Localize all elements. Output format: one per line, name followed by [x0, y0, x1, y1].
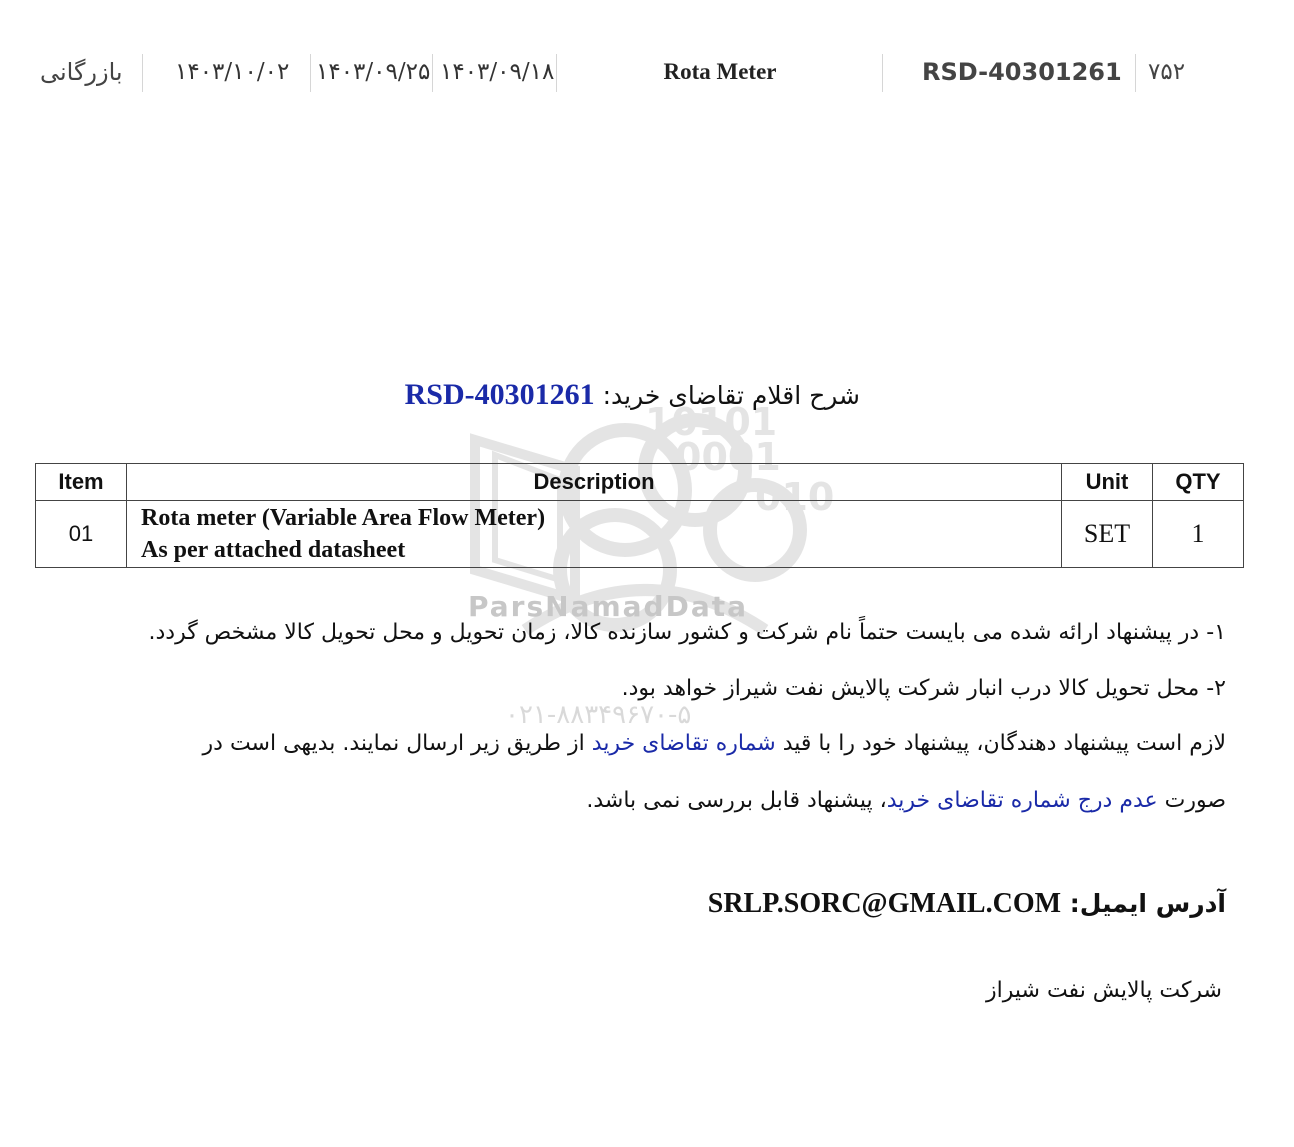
title-request-code: RSD-40301261: [404, 378, 595, 411]
header-row: [0, 52, 1294, 92]
title-label: شرح اقلام تقاضای خرید:: [602, 381, 860, 410]
header-category: بازرگانی: [40, 58, 123, 86]
header-request-code: RSD-40301261: [922, 58, 1122, 86]
note-text: از طریق زیر ارسال نمایند. بدیهی است در: [202, 731, 592, 756]
note-text: صورت: [1157, 788, 1226, 813]
header-item-name: Rota Meter: [663, 59, 777, 84]
note-text: لازم است پیشنهاد دهندگان، پیشنهاد خود را با قید: [775, 731, 1226, 756]
description-line-1: Rota meter (Variable Area Flow Meter): [141, 505, 546, 531]
cell-qty: 1: [1153, 501, 1244, 568]
description-line-2: As per attached datasheet: [141, 537, 406, 563]
cell-item: 01: [36, 501, 127, 568]
note-text: ، پیشنهاد قابل بررسی نمی باشد.: [586, 788, 887, 813]
note-highlight: عدم درج شماره تقاضای خرید: [886, 788, 1158, 813]
column-header-item: Item: [36, 464, 127, 501]
note-highlight: شماره تقاضای خرید: [591, 731, 776, 756]
note-1: ۱- در پیشنهاد ارائه شده می بایست حتماً نام شرکت و کشور سازنده کالا، زمان تحویل و محل تحویل کالا مشخص گردد.: [148, 620, 1226, 645]
table-header-row: [36, 464, 1244, 501]
email-label: آدرس ایمیل:: [1069, 889, 1226, 918]
svg-text:10101: 10101: [645, 400, 778, 444]
header-date-1: ۱۴۰۳/۰۹/۱۸: [440, 59, 555, 85]
header-separator: [882, 54, 883, 92]
watermark-phone: ۰۲۱-۸۸۳۴۹۶۷۰-۵: [505, 700, 692, 730]
column-header-qty: QTY: [1153, 464, 1244, 501]
note-paragraph-line-2: [586, 788, 1226, 813]
section-title: [300, 378, 860, 412]
email-row: [708, 888, 1226, 920]
company-name: شرکت پالایش نفت شیراز: [986, 978, 1222, 1003]
cell-description: [127, 501, 1062, 568]
header-separator: [556, 54, 557, 92]
watermark-brand: ParsNamadData: [468, 590, 748, 623]
cell-unit: SET: [1062, 501, 1153, 568]
header-separator: [142, 54, 143, 92]
items-table: [35, 463, 1244, 568]
table-row: [36, 501, 1244, 568]
column-header-description: Description: [127, 464, 1062, 501]
header-row-number: ۷۵۲: [1148, 59, 1186, 85]
email-address[interactable]: SRLP.SORC@GMAIL.COM: [707, 888, 1062, 919]
svg-text:010: 010: [755, 475, 835, 519]
header-separator: [432, 54, 433, 92]
note-2: ۲- محل تحویل کالا درب انبار شرکت پالایش نفت شیراز خواهد بود.: [621, 676, 1226, 701]
column-header-unit: Unit: [1062, 464, 1153, 501]
note-paragraph-line-1: [203, 731, 1226, 756]
header-separator: [1135, 54, 1136, 92]
header-date-3: ۱۴۰۳/۱۰/۰۲: [175, 59, 290, 85]
header-date-2: ۱۴۰۳/۰۹/۲۵: [316, 59, 431, 85]
header-separator: [310, 54, 311, 92]
svg-text:0001: 0001: [675, 435, 781, 479]
